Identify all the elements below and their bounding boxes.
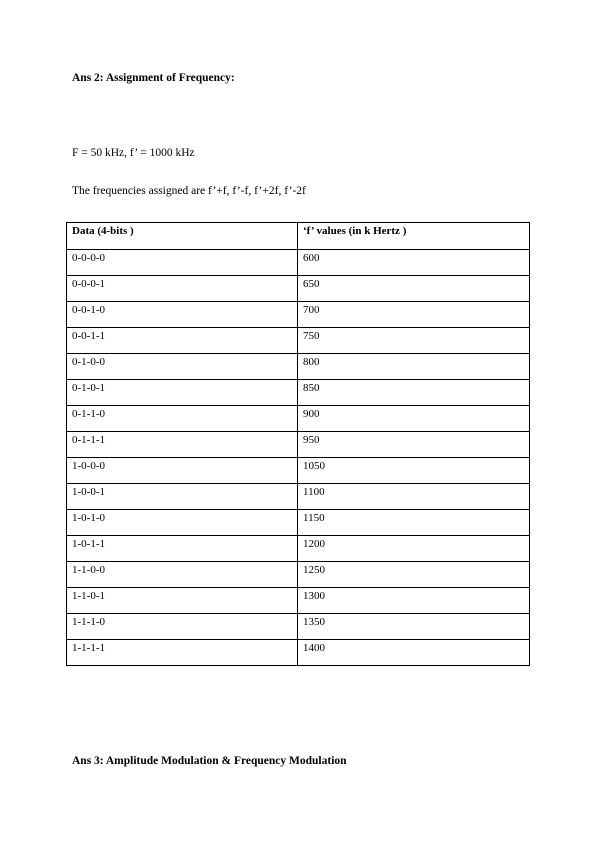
table-row [67, 588, 530, 614]
table-row [67, 562, 530, 588]
data-bits-cell: 0-1-0-1 [67, 380, 298, 406]
data-bits-cell: 0-0-0-0 [67, 250, 298, 276]
table-header-row [67, 223, 530, 250]
f-value-cell: 900 [298, 406, 530, 432]
f-value-cell: 1150 [298, 510, 530, 536]
data-bits-cell: 1-0-0-1 [67, 484, 298, 510]
data-bits-cell: 1-1-1-0 [67, 614, 298, 640]
assigned-frequencies-text: The frequencies assigned are f’+f, f’-f, f’+2f, f’-2f [72, 185, 306, 197]
data-bits-cell: 0-1-0-0 [67, 354, 298, 380]
data-bits-cell: 1-1-0-1 [67, 588, 298, 614]
data-bits-cell: 1-0-1-1 [67, 536, 298, 562]
table-row [67, 458, 530, 484]
data-bits-cell: 1-0-0-0 [67, 458, 298, 484]
frequency-table [66, 222, 530, 666]
header-data-bits: Data (4-bits ) [67, 223, 298, 250]
table-row [67, 640, 530, 666]
header-f-values: ‘f’ values (in k Hertz ) [298, 223, 530, 250]
table-row [67, 432, 530, 458]
f-value-cell: 1300 [298, 588, 530, 614]
f-value-cell: 750 [298, 328, 530, 354]
f-value-cell: 950 [298, 432, 530, 458]
table-row [67, 510, 530, 536]
given-values-text: F = 50 kHz, f’ = 1000 kHz [72, 147, 195, 159]
f-value-cell: 800 [298, 354, 530, 380]
section-heading-ans2: Ans 2: Assignment of Frequency: [72, 72, 235, 84]
data-bits-cell: 0-1-1-1 [67, 432, 298, 458]
table-row [67, 328, 530, 354]
table-row [67, 354, 530, 380]
data-bits-cell: 1-1-1-1 [67, 640, 298, 666]
table-row [67, 250, 530, 276]
table-row [67, 302, 530, 328]
section-heading-ans3: Ans 3: Amplitude Modulation & Frequency Modulation [72, 755, 347, 767]
data-bits-cell: 0-0-1-1 [67, 328, 298, 354]
table-row [67, 484, 530, 510]
data-bits-cell: 1-0-1-0 [67, 510, 298, 536]
f-value-cell: 600 [298, 250, 530, 276]
f-value-cell: 1350 [298, 614, 530, 640]
frequency-table-body [67, 250, 530, 666]
f-value-cell: 700 [298, 302, 530, 328]
f-value-cell: 1200 [298, 536, 530, 562]
table-row [67, 406, 530, 432]
f-value-cell: 1250 [298, 562, 530, 588]
f-value-cell: 650 [298, 276, 530, 302]
data-bits-cell: 0-0-1-0 [67, 302, 298, 328]
data-bits-cell: 0-1-1-0 [67, 406, 298, 432]
table-row [67, 276, 530, 302]
table-row [67, 536, 530, 562]
f-value-cell: 850 [298, 380, 530, 406]
f-value-cell: 1050 [298, 458, 530, 484]
f-value-cell: 1100 [298, 484, 530, 510]
table-row [67, 380, 530, 406]
data-bits-cell: 1-1-0-0 [67, 562, 298, 588]
data-bits-cell: 0-0-0-1 [67, 276, 298, 302]
table-row [67, 614, 530, 640]
f-value-cell: 1400 [298, 640, 530, 666]
